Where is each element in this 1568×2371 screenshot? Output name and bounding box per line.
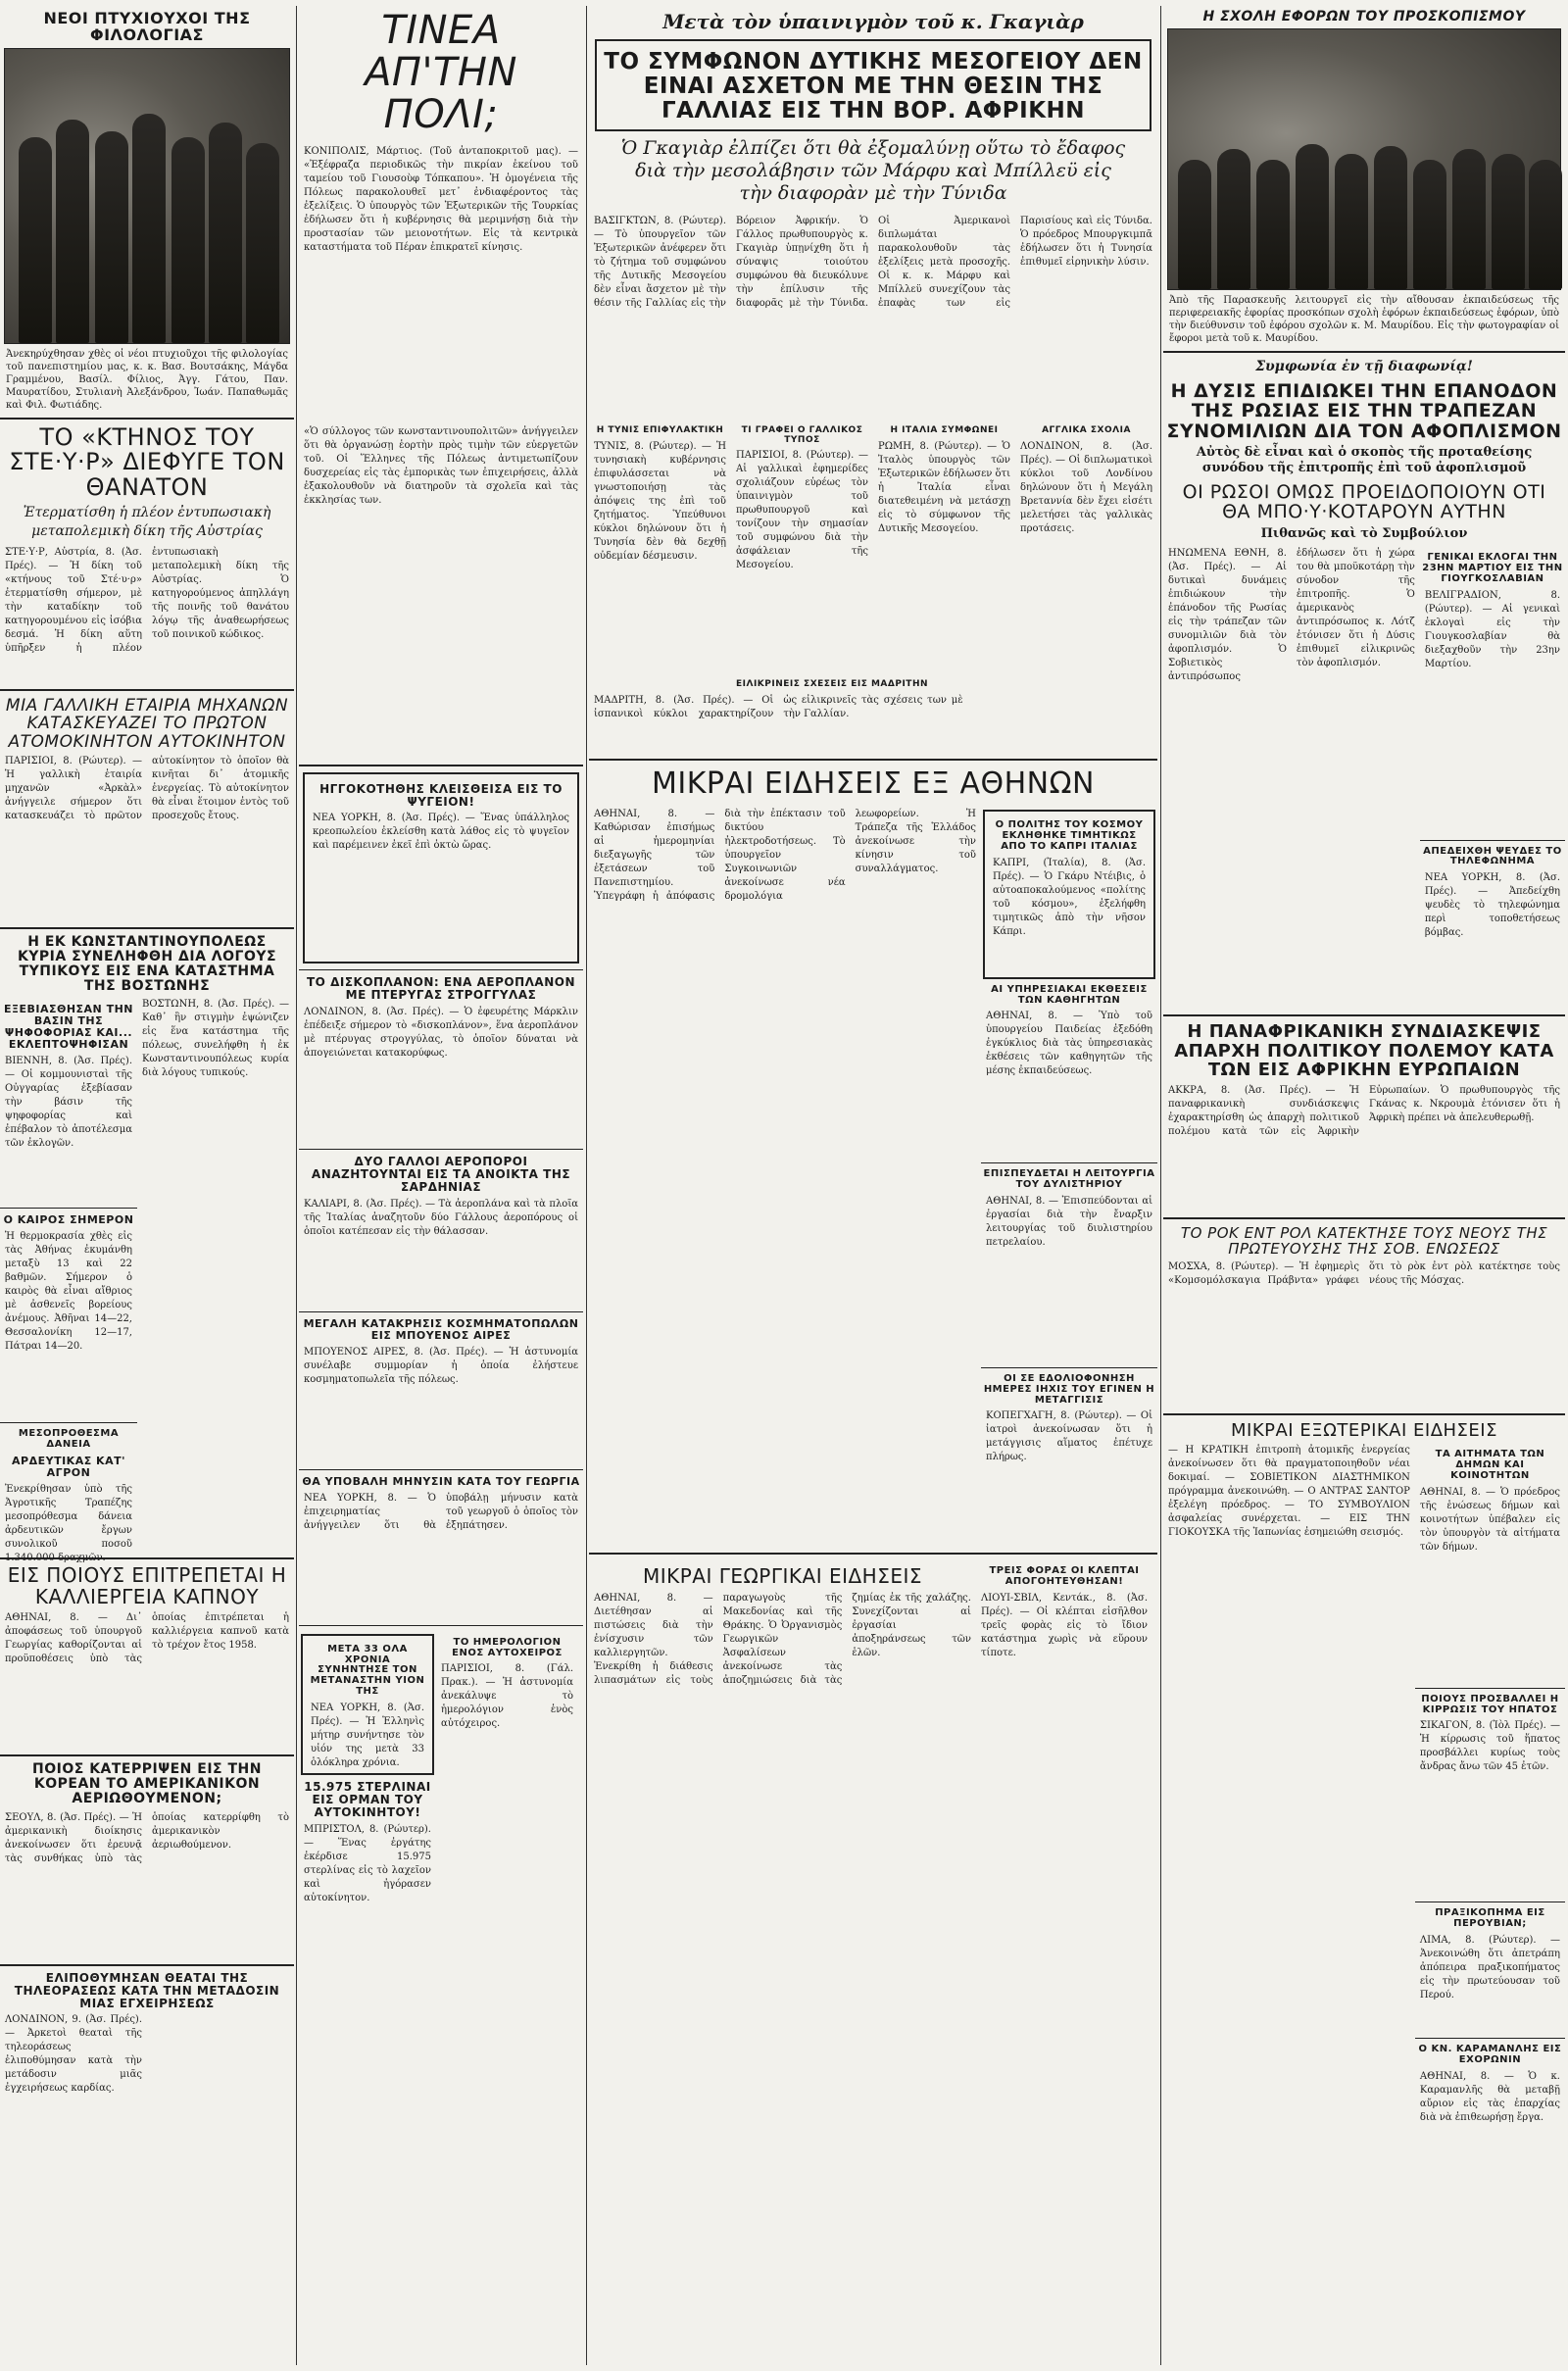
kicker-agreement: Συμφωνία ἐν τῇ διαφωνίᾳ! — [1255, 359, 1473, 375]
article-thieves: ΛΙΟΥΙ-ΣΒΙΛ, Κεντάκ., 8. (Ἀσ. Πρές). — Οἱ κλέπται εἰσῆλθον τρεῖς φορὰς εἰς τὸ ἴδιον κατάστημα χωρὶς νὰ εὕρουν τίποτε. — [981, 1592, 1148, 1658]
weather-report: Ἡ θερμοκρασία χθὲς εἰς τὰς Ἀθήνας ἐκυμάνθη μεταξὺ 13 καὶ 22 βαθμῶν. Σήμερον ὁ καιρὸς θὰ εἶναι αἴθριος μὲ ἀσθενεῖς βορείους ἀνέμους. Ἀθῆναι 14—22, Θεσσαλονίκη 12—17, Πάτραι 14—20. — [5, 1230, 132, 1352]
headline-false-call: ΑΠΕΔΕΙΧΘΗ ΨΕΥΔΕΣ ΤΟ ΤΗΛΕΦΩΝΗΜΑ — [1423, 845, 1562, 867]
article-sterling: ΜΠΡΙΣΤΟΛ, 8. (Ρώυτερ). — Ἕνας ἐργάτης ἐκέρδισε 15.975 στερλίνας εἰς τὸ λαχεῖον καὶ ἠγόρασεν αὐτοκίνητον. — [304, 1823, 431, 1903]
headline-disarmament: Η ΔΥΣΙΣ ΕΠΙΔΙΩΚΕΙ ΤΗΝ ΕΠΑΝΟΔΟΝ ΤΗΣ ΡΩΣΙΑΣ ΕΙΣ ΤΗΝ ΤΡΑΠΕΖΑΝ ΣΥΝΟΜΙΛΙΩΝ ΔΙΑ ΤΟΝ ΑΦΟΠΛΙΣΜΟΝ — [1166, 379, 1562, 442]
article-peru: ΛΙΜΑ, 8. (Ρώυτερ). — Ἀνεκοινώθη ὅτι ἀπετράπη ἀπόπειρα πραξικοπήματος εἰς τὴν πρωτεύουσαν τοῦ Περού. — [1419, 1934, 1560, 2001]
headline-33-years: ΜΕΤΑ 33 ΟΛΑ ΧΡΟΝΙΑ ΣΥΝΗΝΤΗΣΕ ΤΟΝ ΜΕΤΑΝΑΣΤΗΝ ΥΙΟΝ ΤΗΣ — [310, 1643, 425, 1698]
subhead-russians-boycott: ΟΙ ΡΩΣΟΙ ΟΜΩΣ ΠΡΟΕΙΔΟΠΟΙΟΥΝ ΟΤΙ ΘΑ ΜΠΟ·Υ·ΚΟΤΑΡΟΥΝ ΑΥΤΗΝ — [1182, 480, 1546, 523]
sub-french-press: ΤΙ ΓΡΑΦΕΙ Ο ΓΑΛΛΙΚΟΣ ΤΥΠΟΣ — [741, 424, 863, 445]
sub-tunis: Η ΤΥΝΙΣ ΕΠΙΦΥΛΑΚΤΙΚΗ — [596, 424, 724, 435]
headline-boston-lady: Η ΕΚ ΚΩΝΣΤΑΝΤΙΝΟΥΠΟΛΕΩΣ ΚΥΡΙΑ ΣΥΝΕΛΗΦΘΗ ΔΙΑ ΛΟΓΟΥΣ ΤΥΠΙΚΟΥΣ ΕΙΣ ΕΝΑ ΚΑΤΑΣΤΗΜΑ ΤΗΣ ΒΟΣΤΩΝΗΣ — [17, 933, 277, 995]
article-mikrai-athens: ΑΘΗΝΑΙ, 8. — Καθώρισαν ἐπισήμως αἱ ἡμερομηνίαι διεξαγωγῆς τῶν ἐξετάσεων τοῦ Πανεπιστημίου. Ὑπεγράφη ἡ ἀπόφασις διὰ τὴν ἐπέκτασιν τοῦ δικτύου ἠλεκτροδοτήσεως. Τὸ ὑπουργεῖον Συγκοινωνιῶν ἀνεκοίνωσε νέα δρομολόγια λεωφορείων. Ἡ Τράπεζα τῆς Ἑλλάδος ἀνεκοίνωσε τὴν κίνησιν τοῦ συναλλάγματος. — [594, 809, 976, 903]
article-buenos-aires: ΜΠΟΥΕΝΟΣ ΑΙΡΕΣ, 8. (Ἀσ. Πρές). — Ἡ ἀστυνομία συνέλαβε συμμορίαν ἡ ὁποία ἐλήστευε κοσμηματοπωλεῖα τῆς πόλεως. — [304, 1346, 578, 1385]
headline-georgikai: ΜΙΚΡΑΙ ΓΕΩΡΓΙΚΑΙ ΕΙΔΗΣΕΙΣ — [642, 1564, 923, 1589]
article-sardinia: ΚΑΛΙΑΡΙ, 8. (Ἀσ. Πρές). — Τὰ ἀεροπλάνα καὶ τὰ πλοῖα τῆς Ἰταλίας ἀναζητοῦν δύο Γάλλους ἀεροπόρους οἱ ὁποῖοι κατέπεσαν εἰς τὴν θάλασσαν. — [304, 1199, 578, 1238]
article-citizen-world: ΚΑΠΡΙ, (Ἰταλία), 8. (Ἀσ. Πρές). — Ὁ Γκάρυ Ντέιβις, ὁ αὐτοαποκαλούμενος «πολίτης τοῦ κόσμου», ἐξελήφθη τιμητικῶς ἀπὸ τὴν νῆσον Κάπρι. — [993, 857, 1146, 937]
article-33-years: ΝΕΑ ΥΟΡΚΗ, 8. (Ἀσ. Πρές). — Ἡ Ἑλληνὶς μήτηρ συνήντησε τὸν υἱόν της μετὰ 33 ὁλόκληρα χρόνια. — [311, 1702, 424, 1768]
article-tv-surgery: ΛΟΝΔΙΝΟΝ, 9. (Ἀσ. Πρές). — Ἀρκετοὶ θεαταὶ τῆς τηλεοράσεως ἐλιποθύμησαν κατὰ τὴν μετάδοσιν μιᾶς ἐγχειρήσεως καρδίας. — [5, 2014, 142, 2095]
headline-buenos-aires: ΜΕΓΑΛΗ ΚΑΤΑΚΡΗΣΙΣ ΚΟΣΜΗΜΑΤΟΠΩΛΩΝ ΕΙΣ ΜΠΟΥΕΝΟΣ ΑΙΡΕΣ — [303, 1317, 579, 1343]
article-vote: ΒΙΕΝΝΗ, 8. (Ἀσ. Πρές). — Οἱ κομμουνισταὶ τῆς Οὐγγαρίας ἐξεβίασαν τὴν βάσιν τῆς ψηφοφορίας καὶ ἐπέβαλον τὸ ἀποτέλεσμα τῶν ἐκλογῶν. — [5, 1055, 132, 1149]
article-tinea-1: ΚΟΝΙΠΟΛΙΣ, Μάρτιος. (Τοῦ ἀνταποκριτοῦ μας). — «Ἐξέφραζα περιοδικῶς τὴν πικρίαν ἐκείνου τοῦ ταμείου τοῦ Γιουσοὺφ Τόπκαπου». Ἡ ὁμογένεια τῆς Πόλεως παρακολουθεῖ μετ᾽ ἐνδιαφέροντος τὰς ἐξελίξεις. Ὁ ὑπουργὸς τῶν Ἐξωτερικῶν τῆς Τουρκίας ἐδήλωσεν ὅτι ἡ κυβέρνησις θὰ μεριμνήσῃ διὰ τὴν προστασίαν τῶν μειονοτήτων. Εἰς τὰ κεντρικὰ καταστήματα τοῦ Πέραν ἐπικρατεῖ κίνησις. — [304, 145, 578, 253]
headline-transfusion: ΟΙ ΣΕ ΕΔΟΛΙΟΦΟΝΗΣΗ ΗΜΕΡΕΣ ΙΗΧΙΣ ΤΟΥ ΕΓΙΝΕΝ Η ΜΕΤΑΓΓΙΣΙΣ — [983, 1373, 1155, 1406]
headline-steyr-beast: ΤΟ «ΚΤΗΝΟΣ ΤΟΥ ΣΤΕ·Υ·Ρ» ΔΙΕΦΥΓΕ ΤΟΝ ΘΑΝΑΤΟΝ — [9, 422, 285, 502]
photo-caption-graduates: Ἀνεκηρύχθησαν χθὲς οἱ νέοι πτυχιοῦχοι τῆς φιλολογίας τοῦ πανεπιστημίου μας, κ. κ. Βασ. Βουτσάκης, Μάγδα Γραμμένου, Βασίλ. Φίλιος, Ἀγγ. Γάτου, Παν. Μαυρατίδου, Στυλιανὴ Ἀλεξάνδρου, Ἰωάν. Παπαθωμᾶς καὶ Φιλ. Φωτιάδης. — [6, 348, 288, 411]
article-teacher-reports: ΑΘΗΝΑΙ, 8. — Ὑπὸ τοῦ ὑπουργείου Παιδείας ἐξεδόθη ἐγκύκλιος διὰ τὰς ὑπηρεσιακὰς ἐκθέσεις τῶν καθηγητῶν τῆς μέσης ἐκπαιδεύσεως. — [986, 1011, 1152, 1077]
article-atomic-car: ΠΑΡΙΣΙΟΙ, 8. (Ρώυτερ). — Ἡ γαλλικὴ ἑταιρία μηχανῶν «Ἀρκὰλ» ἀνήγγειλε σήμερον ὅτι κατασκευάζει τὸ πρῶτον αὐτοκίνητον τὸ ὁποῖον θὰ κινῆται δι᾽ ἀτομικῆς ἐνεργείας. Τὸ αὐτοκίνητον θὰ εἶναι ἕτοιμον ἐντὸς τοῦ προσεχοῦς ἔτους. — [5, 755, 289, 821]
headline-cirrhosis: ΠΟΙΟΥΣ ΠΡΟΣΒΑΛΛΕΙ Η ΚΙΡΡΩΣΙΣ ΤΟΥ ΗΠΑΤΟΣ — [1421, 1693, 1559, 1715]
article-korea-jet: ΣΕΟΥΛ, 8. (Ἀσ. Πρές). — Ἡ ἀμερικανικὴ διοίκησις ἀνεκοίνωσεν ὅτι ἐρευνᾷ τὰς συνθήκας ὑπὸ τὰς ὁποίας κατερρίφθη τὸ ἀμερικανικὸν ἀεριωθούμενον. — [5, 1811, 289, 1864]
photo-graduates — [4, 48, 290, 344]
article-discoplane: ΛΟΝΔΙΝΟΝ, 8. (Ἀσ. Πρές). — Ὁ ἐφευρέτης Μάρκλιν ἐπέδειξε σήμερον τὸ «δισκοπλάνον», ἕνα ἀεροπλάνον μὲ πτέρυγας στρογγύλας, τὸ ὁποῖον δύναται νὰ ἀπογειώνεται κατακορύφως. — [304, 1007, 578, 1060]
lead-article: ΒΑΣΙΓΚΤΩΝ, 8. (Ρώυτερ). — Τὸ ὑπουργεῖον τῶν Ἐξωτερικῶν ἀνέφερεν ὅτι τὸ ζήτημα τοῦ συμφώνου τῆς Δυτικῆς Μεσογείου δὲν εἶναι ἄσχετον μὲ τὴν θέσιν τῆς Γαλλίας εἰς τὴν Βόρειον Ἀφρικήν. Ὁ Γάλλος πρωθυπουργὸς κ. Γκαγιὰρ ὑπῃνίχθη ὅτι ἡ σύναψις τοιούτου συμφώνου θὰ διευκόλυνε τὴν ἐπίλυσιν τῆς διαφορᾶς μὲ τὴν Τύνιδα. Οἱ Ἀμερικανοὶ διπλωμάται παρακολουθοῦν τὰς ἐξελίξεις μετὰ προσοχῆς. Οἱ κ. κ. Μάρφυ καὶ Μπίλλεϋ συνεχίζουν τὰς ἐπαφὰς των εἰς Παρισίους καὶ εἰς Τύνιδα. Ὁ πρόεδρος Μπουργκιμπᾶ ἐδήλωσεν ὅτι ἡ Τυνησία ἐπιθυμεῖ εἰρηνικὴν λύσιν. — [594, 215, 1152, 309]
headline-rock-and-roll: ΤΟ ΡΟΚ ΕΝΤ ΡΟΛ ΚΑΤΕΚΤΗΣΕ ΤΟΥΣ ΝΕΟΥΣ ΤΗΣ ΠΡΩΤΕΥΟΥΣΗΣ ΤΗΣ ΣΟΒ. ΕΝΩΣΕΩΣ — [1180, 1223, 1548, 1258]
article-karamanlis: ΑΘΗΝΑΙ, 8. — Ὁ κ. Καραμανλῆς θὰ μεταβῇ αὔριον εἰς τὰς ἐπαρχίας διὰ νὰ ἐπιθεωρήσῃ ἔργα. — [1419, 2070, 1560, 2123]
headline-mikrai-athens: ΜΙΚΡΑΙ ΕΙΔΗΣΕΙΣ ΕΞ ΑΘΗΝΩΝ — [652, 766, 1095, 802]
article-steyr: ΣΤΕ·Υ·Ρ, Αὐστρία, 8. (Ἀσ. Πρές). — Ἡ δίκη τοῦ «κτήνους τοῦ Στέ·υ·ρ» ἐτερματίσθη σήμερον, μὲ τὴν καταδίκην τοῦ κατηγορουμένου εἰς ἰσόβια δεσμά. Ἡ δίκη αὕτη ὑπῆρξεν ἡ πλέον ἐντυπωσιακὴ μεταπολεμικὴ δίκη τῆς Αὐστρίας. Ὁ κατηγορούμενος ἀπηλλάγη τῆς ποινῆς τοῦ θανάτου λόγῳ τῆς ἀναθεωρήσεως τοῦ ποινικοῦ κώδικος. — [5, 546, 289, 654]
headline-freezer: ΗΓΓΟΚΟΤΗΘΗΣ ΚΛΕΙΣΘΕΙΣΑ ΕΙΣ ΤΟ ΨΥΓΕΙΟΝ! — [319, 781, 563, 809]
article-tinea-2: «Ὁ σύλλογος τῶν κωνσταντινουπολιτῶν» ἀνήγγειλεν ὅτι θὰ ὀργανώσῃ ἑορτὴν πρὸς τιμὴν τῶν εὐεργετῶν τοῦ. Οἱ Ἕλληνες τῆς Πόλεως ἀντιμετωπίζουν δυσχερείας εἰς τὰς ἐμπορικὰς των ἐπιχειρήσεις, ἀλλὰ ἐξακολουθοῦν νὰ διατηροῦν τὰ σχολεῖα καὶ τὰς ἐκκλησίας των. — [304, 425, 578, 506]
loans-title: ΜΕΣΟΠΡΟΘΕΣΜΑ ΔΑΝΕΙΑ — [18, 1427, 120, 1450]
sub-madrid: ΕΙΛΙΚΡΙΝΕΙΣ ΣΧΕΣΕΙΣ ΕΙΣ ΜΑΔΡΙΤΗΝ — [736, 679, 929, 690]
headline-sterling: 15.975 ΣΤΕΡΛΙΝΑΙ ΕΙΣ ΟΡΜΑΝ ΤΟΥ ΑΥΤΟΚΙΝΗΤΟΥ! — [304, 1779, 431, 1819]
headline-thieves: ΤΡΕΙΣ ΦΟΡΑΣ ΟΙ ΚΛΕΠΤΑΙ ΑΠΟΓΟΗΤΕΥΘΗΣΑΝ! — [989, 1565, 1140, 1588]
article-yugoslav-elections: ΒΕΛΙΓΡΑΔΙΟΝ, 8. (Ρώυτερ). — Αἱ γενικαὶ ἐκλογαὶ εἰς τὴν Γιουγκοσλαβίαν θὰ διεξαχθοῦν τὴν 23ην Μαρτίου. — [1424, 589, 1560, 669]
lead-headline-mediterranean-pact: ΤΟ ΣΥΜΦΩΝΟΝ ΔΥΤΙΚΗΣ ΜΕΣΟΓΕΙΟΥ ΔΕΝ ΕΙΝΑΙ ΑΣΧΕΤΟΝ ΜΕ ΤΗΝ ΘΕΣΙΝ ΤΗΣ ΓΑΛΛΙΑΣ ΕΙΣ ΤΗΝ ΒΟΡ. ΑΦΡΙΚΗΝ — [604, 49, 1143, 123]
headline-yugoslav-elections: ΓΕΝΙΚΑΙ ΕΚΛΟΓΑΙ ΤΗΝ 23ΗΝ ΜΑΡΤΙΟΥ ΕΙΣ ΤΗΝ ΓΙΟΥΓΚΟΣΛΑΒΙΑΝ — [1422, 552, 1563, 584]
headline-citizen-world: Ο ΠΟΛΙΤΗΣ ΤΟΥ ΚΟΣΜΟΥ ΕΚΛΗΘΗΚΕ ΤΙΜΗΤΙΚΩΣ ΑΠΟ ΤΟ ΚΑΠΡΙ ΙΤΑΛΙΑΣ — [995, 819, 1144, 853]
article-transfusion: ΚΟΠΕΓΧΑΓΗ, 8. (Ρώυτερ). — Οἱ ἰατροὶ ἀνεκοίνωσαν ὅτι ἡ μετάγγισις αἵματος ἐπέτυχε πλήρως. — [986, 1410, 1152, 1463]
headline-vote: ΕΞΕΒΙΑΣΘΗΣΑΝ ΤΗΝ ΒΑΣΙΝ ΤΗΣ ΨΗΦΟΦΟΡΙΑΣ ΚΑΙ... ΕΚΛΕΠΤΟΨΗΦΙΣΑΝ — [3, 1003, 134, 1051]
article-municipalities: ΑΘΗΝΑΙ, 8. — Ὁ πρόεδρος τῆς ἑνώσεως δήμων καὶ κοινοτήτων ὑπέβαλεν εἰς τὸν ὑπουργὸν τὰ αἰτήματα τῶν δήμων. — [1419, 1486, 1560, 1553]
column-2 — [299, 0, 583, 2371]
photo-caption-scouts: Ἀπὸ τῆς Παρασκευῆς λειτουργεῖ εἰς τὴν αἴθουσαν ἐκπαιδεύσεως τῆς περιφερειακῆς ἐφορίας προσκόπων σχολὴ ἐφόρων ἐκπαιδεύσεως ἐφόρων, ὑπὸ τὴν διεύθυνσιν τοῦ ἐφόρου σχολῶν κ. Μ. Μαυρίδου. Εἰς τὴν φωτογραφίαν οἱ ἔφοροι μετὰ τοῦ κ. Μαυρίδου. — [1169, 295, 1559, 345]
article-loans: Ἐνεκρίθησαν ὑπὸ τῆς Ἀγροτικῆς Τραπέζης μεσοπρόθεσμα δάνεια ἀρδευτικῶν ἔργων συνολικοῦ ποσοῦ 1.340.000 δραχμῶν. — [5, 1484, 132, 1564]
column-1 — [0, 0, 294, 2371]
article-disarmament: ΗΝΩΜΕΝΑ ΕΘΝΗ, 8. (Ἀσ. Πρές). — Αἱ δυτικαὶ δυνάμεις ἐπιδιώκουν τὴν ἐπάνοδον τῆς Ρωσίας εἰς τὴν τράπεζαν τῶν συνομιλιῶν διὰ τὸν ἀφοπλισμόν. Ὁ Σοβιετικὸς ἀντιπρόσωπος ἐδήλωσεν ὅτι ἡ χώρα του θὰ μποϋκοτάρῃ τὴν σύνοδον τῆς ἐπιτροπῆς. Ὁ ἀμερικανὸς ἀντιπρόσωπος κ. Λότζ ἐτόνισεν ὅτι ἡ Δύσις ἐπιθυμεῖ εἰλικρινῶς τὸν ἀφοπλισμόν. — [1168, 548, 1415, 683]
article-freezer: ΝΕΑ ΥΟΡΚΗ, 8. (Ἀσ. Πρές). — Ἕνας ὑπάλληλος κρεοπωλείου ἐκλείσθη κατὰ λάθος εἰς τὸ ψυγεῖον καὶ παρέμεινεν ἐκεῖ ἐπὶ ὀκτὼ ὥρας. — [313, 813, 569, 852]
photo-title-graduates: ΝΕΟΙ ΠΤΥΧΙΟΥΧΟΙ ΤΗΣ ΦΙΛΟΛΟΓΙΑΣ — [43, 9, 251, 45]
headline-atomic-car: ΜΙΑ ΓΑΛΛΙΚΗ ΕΤΑΙΡΙΑ ΜΗΧΑΝΩΝ ΚΑΤΑΣΚΕΥΑΖΕΙ ΤΟ ΠΡΩΤΟΝ ΑΤΟΜΟΚΙΝΗΤΟΝ ΑΥΤΟΚΙΝΗΤΟΝ — [5, 695, 289, 752]
article-boston-lady: ΒΟΣΤΩΝΗ, 8. (Ἀσ. Πρές). — Καθ᾽ ἣν στιγμὴν ἐψώνιζεν εἰς ἕνα κατάστημα τῆς πόλεως, συνελήφθη ἡ ἐκ Κωνσταντινουπόλεως κυρία διὰ λόγους τυπικούς. — [142, 999, 289, 1079]
weather-title: Ο ΚΑΙΡΟΣ ΣΗΜΕΡΟΝ — [3, 1212, 134, 1226]
headline-karamanlis: Ο ΚΝ. ΚΑΡΑΜΑΝΛΗΣ ΕΙΣ ΕΧΟΡΩΝΙΝ — [1418, 2043, 1562, 2065]
article-tunis: ΤΥΝΙΣ, 8. (Ρώυτερ). — Ἡ τυνησιακὴ κυβέρνησις ἐπιφυλάσσεται νὰ γνωστοποιήσῃ τὰς ἀπόψεις της ἐπὶ τοῦ ζητήματος. Ὑπεύθυνοι κύκλοι δηλώνουν ὅτι ἡ Τυνησία δὲν θὰ δεχθῇ οὐδεμίαν δέσμευσιν. — [594, 440, 726, 562]
column-3 — [589, 0, 1157, 2371]
headline-discoplane: ΤΟ ΔΙΣΚΟΠΛΑΝΟΝ: ΕΝΑ ΑΕΡΟΠΛΑΝΟΝ ΜΕ ΠΤΕΡΥΓΑΣ ΣΤΡΟΓΓΥΛΑΣ — [307, 975, 575, 1003]
article-georgikai: ΑΘΗΝΑΙ, 8. — Διετέθησαν αἱ πιστώσεις διὰ τὴν ἐνίσχυσιν τῶν καλλιεργητῶν. Ἐνεκρίθη ἡ διάθεσις λιπασμάτων εἰς τοὺς παραγωγοὺς τῆς Μακεδονίας καὶ τῆς Θράκης. Ὁ Ὀργανισμὸς Γεωργικῶν Ἀσφαλίσεων ἀνεκοίνωσε τὰς ἀποζημιώσεις διὰ τὰς ζημίας ἐκ τῆς χαλάζης. Συνεχίζονται αἱ ἐργασίαι ἀποξηράνσεως τῶν ἑλῶν. — [594, 1592, 971, 1686]
article-english-comments: ΛΟΝΔΙΝΟΝ, 8. (Ἀσ. Πρές). — Οἱ διπλωματικοὶ κύκλοι τοῦ Λονδίνου δηλώνουν ὅτι ἡ Μεγάλη Βρεταννία δὲν ἔχει εἰσέτι μελετήσει τὰς γαλλικὰς προτάσεις. — [1020, 440, 1152, 534]
headline-panafrican: Η ΠΑΝΑΦΡΙΚΑΝΙΚΗ ΣΥΝΔΙΑΣΚΕΨΙΣ ΑΠΑΡΧΗ ΠΟΛΙΤΙΚΟΥ ΠΟΛΕΜΟΥ ΚΑΤΑ ΤΩΝ ΕΙΣ ΑΦΡΙΚΗΝ ΕΥΡΩΠΑΙΩΝ — [1174, 1021, 1554, 1081]
headline-refinery: ΕΠΙΣΠΕΥΔΕΤΑΙ Η ΛΕΙΤΟΥΡΓΙΑ ΤΟΥ ΔΥΛΙΣΤΗΡΙΟΥ — [983, 1168, 1155, 1191]
sub-italy: Η ΙΤΑΛΙΑ ΣΥΜΦΩΝΕΙ — [890, 424, 999, 435]
masthead-tinea: ΤΙΝΕΑ ΑΠ'ΤΗΝ ΠΟΛΙ; — [365, 8, 517, 138]
article-mikrai-foreign: — Η ΚΡΑΤΙΚΗ ἑπιτροπὴ ἀτομικῆς ἐνεργείας ἀνεκοίνωσεν ὅτι θὰ πραγματοποιηθοῦν νέαι δοκιμαί. — ΣΟΒΙΕΤΙΚΟΝ ΔΙΑΣΤΗΜΙΚΟΝ πρόγραμμα ἀνεκοινώθη. — Ο ΑΝΤΡΑΣ ΣΑΝΤΟΡ ἐξελέγη πρόεδρος. — ΤΟ ΣΥΜΒΟΥΛΙΟΝ ἀσφαλείας συνέρχεται. — ΕΙΣ ΤΗΝ ΓΙΟΚΟΥΣΚΑ τῆς Ἰαπωνίας ἐσημειώθη σεισμός. — [1168, 1445, 1410, 1539]
article-refinery: ΑΘΗΝΑΙ, 8. — Ἐπισπεύδονται αἱ ἐργασίαι διὰ τὴν ἔναρξιν λειτουργίας τοῦ διυλιστηρίου πετρελαίου. — [986, 1196, 1152, 1248]
headline-tobacco: ΕΙΣ ΠΟΙΟΥΣ ΕΠΙΤΡΕΠΕΤΑΙ Η ΚΑΛΛΙΕΡΓΕΙΑ ΚΑΠΝΟΥ — [7, 1563, 287, 1608]
headline-tv-surgery: ΕΛΙΠΟΘΥΜΗΣΑΝ ΘΕΑΤΑΙ ΤΗΣ ΤΗΛΕΟΡΑΣΕΩΣ ΚΑΤΑ ΤΗΝ ΜΕΤΑΔΟΣΙΝ ΜΙΑΣ ΕΓΧΕΙΡΗΣΕΩΣ — [14, 1970, 280, 2010]
article-french-press: ΠΑΡΙΣΙΟΙ, 8. (Ρώυτερ). — Αἱ γαλλικαὶ ἐφημερίδες σχολιάζουν εὐρέως τὸν ὑπαινιγμὸν τοῦ πρωθυπουργοῦ καὶ τονίζουν τὴν σημασίαν τοῦ συμφώνου διὰ τὴν ἀσφάλειαν τῆς Μεσογείου. — [736, 450, 868, 571]
photo-title-scouts: Η ΣΧΟΛΗ ΕΦΟΡΩΝ ΤΟΥ ΠΡΟΣΚΟΠΙΣΜΟΥ — [1202, 9, 1526, 25]
article-cirrhosis: ΣΙΚΑΓΟΝ, 8. (Ἰὸλ Πρές). — Ἡ κίρρωσις τοῦ ἥπατος προσβάλλει κυρίως τοὺς ἄνδρας ἄνω τῶν 45 ἐτῶν. — [1419, 1720, 1560, 1773]
loans-subtitle: ΑΡΔΕΥΤΙΚΑΣ ΚΑΤ' ΑΓΡΟΝ — [12, 1455, 125, 1480]
article-false-call: ΝΕΑ ΥΟΡΚΗ, 8. (Ἀσ. Πρές). — Ἀπεδείχθη ψευδὲς τὸ τηλεφώνημα περὶ τοποθετήσεως βόμβας. — [1424, 872, 1560, 939]
kicker-gaillard: Μετὰ τὸν ὑπαινιγμὸν τοῦ κ. Γκαγιὰρ — [662, 10, 1084, 33]
article-madrid: ΜΑΔΡΙΤΗ, 8. (Ἀσ. Πρές). — Οἱ ἱσπανικοὶ κύκλοι χαρακτηρίζουν ὡς εἰλικρινεῖς τὰς σχέσεις των μὲ τὴν Γαλλίαν. — [594, 695, 963, 720]
subhead-steyr-2: μεταπολεμικὴ δίκη τῆς Αὐστρίας — [31, 523, 263, 540]
headline-teacher-reports: ΑΙ ΥΠΗΡΕΣΙΑΚΑΙ ΕΚΘΕΣΕΙΣ ΤΩΝ ΚΑΘΗΓΗΤΩΝ — [991, 983, 1148, 1006]
subhead-steyr-1: Ἐτερματίσθη ἡ πλέον ἐντυπωσιακὴ — [23, 505, 271, 521]
subhead-disarmament: Αὐτὸς δὲ εἶναι καὶ ὁ σκοπὸς τῆς προταθείσης συνόδου τῆς ἐπιτροπῆς ἐπὶ τοῦ ἀφοπλισμοῦ — [1196, 445, 1533, 476]
headline-peru: ΠΡΑΞΙΚΟΠΗΜΑ ΕΙΣ ΠΕΡΟΥΒΙΑΝ; — [1435, 1907, 1545, 1930]
article-italy: ΡΩΜΗ, 8. (Ρώυτερ). — Ὁ Ἰταλὸς ὑπουργὸς τῶν Ἐξωτερικῶν ἐδήλωσεν ὅτι ἡ Ἰταλία εἶναι διατεθειμένη νὰ μετάσχῃ εἰς τὸ σύμφωνον τῆς Δυτικῆς Μεσογείου. — [878, 440, 1010, 534]
subhead-council: Πιθανῶς καὶ τὸ Συμβούλιον — [1260, 525, 1468, 541]
headline-mikrai-foreign: ΜΙΚΡΑΙ ΕΞΩΤΕΡΙΚΑΙ ΕΙΔΗΣΕΙΣ — [1231, 1419, 1497, 1441]
headline-diary: ΤΟ ΗΜΕΡΟΛΟΓΙΟΝ ΕΝΟΣ ΑΥΤΟΧΕΙΡΟΣ — [452, 1636, 563, 1658]
article-diary: ΠΑΡΙΣΙΟΙ, 8. (Γάλ. Πρακ.). — Ἡ ἀστυνομία ἀνεκάλυψε τὸ ἡμερολόγιον ἑνὸς αὐτόχειρος. — [441, 1663, 573, 1730]
article-rock-and-roll: ΜΟΣΧΑ, 8. (Ρώυτερ). — Ἡ ἐφημερὶς «Κομσομόλσκαγια Πράβντα» γράφει ὅτι τὸ ρὸκ ἐντ ρὸλ κατέκτησε τοὺς νέους τῆς Μόσχας. — [1168, 1260, 1560, 1286]
headline-korea-jet: ΠΟΙΟΣ ΚΑΤΕΡΡΙΨΕΝ ΕΙΣ ΤΗΝ ΚΟΡΕΑΝ ΤΟ ΑΜΕΡΙΚΑΝΙΚΟΝ ΑΕΡΙΩΘΟΥΜΕΝΟΝ; — [32, 1761, 262, 1807]
headline-georgia-suit: ΘΑ ΥΠΟΒΑΛΗ ΜΗΝΥΣΙΝ ΚΑΤΑ ΤΟΥ ΓΕΩΡΓΙΑ — [302, 1474, 580, 1488]
headline-municipalities: ΤΑ ΑΙΤΗΜΑΤΑ ΤΩΝ ΔΗΜΩΝ ΚΑΙ ΚΟΙΝΟΤΗΤΩΝ — [1435, 1449, 1545, 1481]
photo-scouts — [1167, 28, 1561, 290]
headline-sardinia: ΔΥΟ ΓΑΛΛΟΙ ΑΕΡΟΠΟΡΟΙ ΑΝΑΖΗΤΟΥΝΤΑΙ ΕΙΣ ΤΑ ΑΝΟΙΚΤΑ ΤΗΣ ΣΑΡΔΗΝΙΑΣ — [311, 1155, 571, 1195]
column-4 — [1163, 0, 1565, 2371]
article-georgia-suit: ΝΕΑ ΥΟΡΚΗ, 8. — Ὁ ἐπιχειρηματίας ἀνήγγειλεν ὅτι θὰ ὑποβάλῃ μήνυσιν κατὰ τοῦ γεωργοῦ ὁ ὁποῖος τὸν ἐξηπάτησεν. — [304, 1492, 578, 1531]
sub-english-comments: ΑΓΓΛΙΚΑ ΣΧΟΛΙΑ — [1042, 424, 1131, 435]
article-panafrican: ΑΚΚΡΑ, 8. (Ἀσ. Πρές). — Ἡ παναφρικανικὴ συνδιάσκεψις ἐχαρακτηρίσθη ὡς ἀπαρχὴ πολιτικοῦ πολέμου κατὰ τῶν εἰς Ἀφρικὴν Εὐρωπαίων. Ὁ πρωθυπουργὸς τῆς Γκάνας κ. Νκρουμὰ ἐτόνισεν ὅτι ἡ Ἀφρικὴ πρέπει νὰ ἀπελευθερωθῇ. — [1168, 1084, 1560, 1137]
lead-subhead: Ὁ Γκαγιὰρ ἐλπίζει ὅτι θὰ ἐξομαλύνῃ οὕτω τὸ ἔδαφος διὰ τὴν μεσολάβησιν τῶν Μάρφυ καὶ Μπίλλεϋ εἰς τὴν διαφορὰν μὲ τὴν Τύνιδα — [620, 137, 1126, 205]
article-tobacco: ΑΘΗΝΑΙ, 8. — Δι᾽ ἀποφάσεως τοῦ ὑπουργοῦ Γεωργίας καθορίζονται αἱ προϋποθέσεις ὑπὸ τὰς ὁποίας ἐπιτρέπεται ἡ καλλιέργεια καπνοῦ κατὰ τὸ τρέχον ἔτος 1958. — [5, 1612, 289, 1665]
